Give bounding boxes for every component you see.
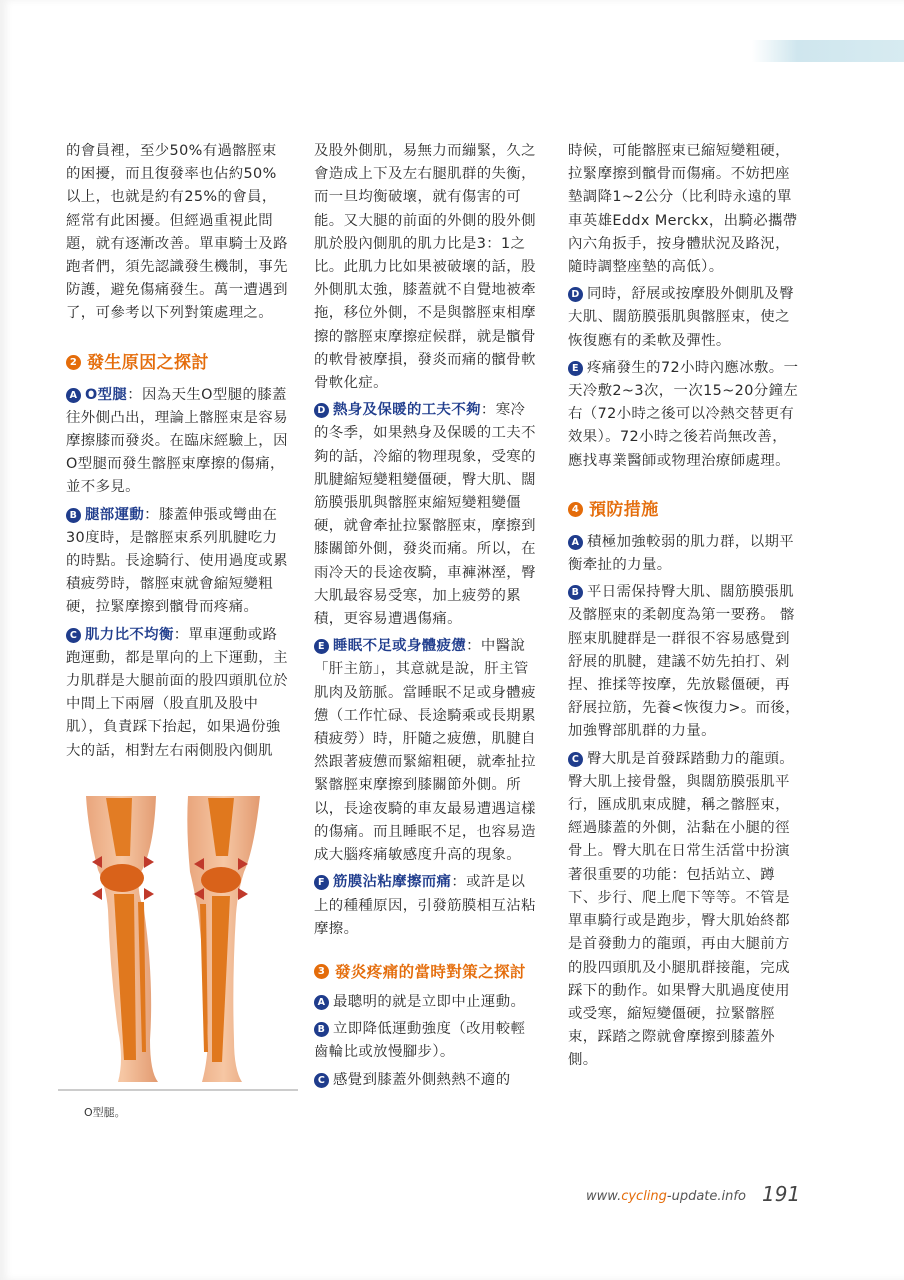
body-text: 疼痛發生的72小時內應冰敷。一天冷敷2~3次，一次15~20分鐘左右（72小時之後可以冷熱交替更有效果）。72小時之後若尚無改善，應找專業醫師或物理治療師處理。 xyxy=(568,359,799,469)
body-text: 臀大肌是首發踩踏動力的龍頭。臀大肌上接骨盤，與闊筋膜張肌平行，匯成肌束成腱，稱之髂脛束，經過膝蓋的外側，沾黏在小腿的徑骨上。臀大肌在日常生活當中扮演著很重要的功能：包括站立、蹲下、步行、爬上爬下等等。不管是單車騎行或是跑步，臀大肌始終都是首發動力的龍頭，再由大腿前方的股四頭肌及小腿肌群接龍，完成踩下的動作。如果臀大肌過度使用或受寒，縮短變僵硬，拉緊髂脛束，踩踏之際就會摩擦到膝蓋外側。 xyxy=(568,750,795,1069)
section-3-heading xyxy=(314,959,540,985)
header-color-band xyxy=(752,40,904,62)
figure-caption: O型腿。 xyxy=(84,1106,126,1119)
cause-d-paragraph xyxy=(314,399,540,631)
column-2 xyxy=(314,140,540,1096)
cause-e-paragraph xyxy=(314,635,540,867)
keyword: 熱身及保暖的工夫不夠 xyxy=(333,402,481,419)
o-legs-illustration xyxy=(58,790,298,1100)
letter-badge: C xyxy=(568,752,583,767)
intro-paragraph: 的會員裡，至少50%有過髂脛束的困擾，而且復發率也佔約50%以上，也就是約有25%的會員，經常有此困擾。但經過重視此問題，就有逐漸改善。單車騎士及路跑者們，須先認識發生機制，事先防護，避免傷痛發生。萬一遭遇到了，可參考以下列對策處理之。 xyxy=(66,143,288,322)
action-c-paragraph xyxy=(314,1069,540,1092)
body-text: 感覺到膝蓋外側熱熱不適的 xyxy=(333,1071,511,1088)
cause-a-paragraph xyxy=(66,384,288,500)
cause-c-paragraph xyxy=(66,624,288,763)
body-text: 立即降低運動強度（改用較輕齒輪比或放慢腳步）。 xyxy=(314,1021,526,1061)
url-prefix: www. xyxy=(586,1189,622,1204)
letter-badge: B xyxy=(66,508,81,523)
body-text: ：因為天生O型腿的膝蓋往外側凸出，理論上髂脛束是容易摩擦膝而發炎。在臨床經驗上，因O型腿而發生髂脛束摩擦的傷痛，並不多見。 xyxy=(66,386,288,496)
letter-badge: B xyxy=(314,1022,329,1037)
column-1 xyxy=(66,140,288,767)
body-text: 同時，舒展或按摩股外側肌及臀大肌、闊筋膜張肌與髂脛束，使之恢復應有的柔軟及彈性。 xyxy=(568,286,795,349)
section-title: 發生原因之探討 xyxy=(87,352,209,373)
continued-paragraph: 及股外側肌，易無力而繃緊，久之會造成上下及左右腿肌群的失衡，而一旦均衡破壞，就有傷害的可能。又大腿的前面的外側的股外側肌於股內側肌的肌力比是3：1之比。此肌力比如果被破壞的話，股外側肌太強，膝蓋就不自覺地被牽拖，移位外側，不是與髂脛束相摩擦的髂脛束摩擦症候群，就是髕骨的軟骨被摩損，發炎而痛的髕骨軟骨軟化症。 xyxy=(314,143,536,392)
letter-badge: E xyxy=(314,639,329,654)
footer-url[interactable] xyxy=(586,1189,746,1204)
url-highlight: cycling xyxy=(621,1189,667,1204)
body-text: ：寒冷的冬季，如果熱身及保暖的工夫不夠的話，冷縮的物理現象，受寒的肌腱縮短變粗變僵硬，臀大肌、闊筋膜張肌與髂脛束縮短變粗變僵硬，就會牽扯拉緊髂脛束，摩擦到膝關節外側，發炎而痛。所以，在雨冷天的長途夜騎，車褲淋溼，臀大肌最容易受寒，加上疲勞的累積，更容易遭遇傷痛。 xyxy=(314,402,536,628)
keyword: 腿部運動 xyxy=(85,506,145,523)
url-suffix: -update.info xyxy=(666,1189,746,1204)
section-title: 預防措施 xyxy=(589,499,659,520)
keyword: 睡眠不足或身體疲憊 xyxy=(333,638,467,655)
letter-badge: F xyxy=(314,875,329,890)
continued-paragraph: 時候，可能髂脛束已縮短變粗硬，拉緊摩擦到髕骨而傷痛。不妨把座墊調降1~2公分（比利時永遠的單車英雄Eddx Merckx，出騎必攜帶內六角扳手，按身體狀況及路況，隨時調整座墊的高低）。 xyxy=(568,143,798,276)
column-3 xyxy=(568,140,800,1077)
prevent-c-paragraph xyxy=(568,748,800,1073)
keyword: O型腿 xyxy=(85,386,128,403)
prevent-a-paragraph xyxy=(568,531,800,577)
letter-badge: E xyxy=(568,361,583,376)
cause-f-paragraph xyxy=(314,871,540,941)
section-2-heading xyxy=(66,350,288,376)
letter-badge: B xyxy=(568,585,583,600)
keyword: 筋膜沾粘摩擦而痛 xyxy=(333,874,452,891)
body-text: ：中醫說「肝主筋」，其意就是說，肝主管肌肉及筋脈。當睡眠不足或身體疲憊（工作忙碌、長途騎乘或長期累積疲勞）時，肝隨之疲憊，肌腱自然跟著疲憊而緊縮粗硬，就牽扯拉緊髂脛束摩擦到膝關節外側。所以，長途夜騎的車友最易遭遇這樣的傷痛。而且睡眠不足，也容易造成大腦疼痛敏感度升高的現象。 xyxy=(314,638,536,864)
body-text: 積極加強較弱的肌力群，以期平衡牽扯的力量。 xyxy=(568,533,795,574)
letter-badge: A xyxy=(66,388,81,403)
letter-badge: C xyxy=(66,628,81,643)
letter-badge: D xyxy=(568,287,583,302)
letter-badge: D xyxy=(314,403,329,418)
body-text: ：膝蓋伸張或彎曲在30度時，是髂脛束系列肌腱吃力的時點。長途騎行、使用過度或累積疲勞時，髂脛束就會縮短變粗硬，拉緊摩擦到髕骨而疼痛。 xyxy=(66,506,288,616)
action-e-paragraph xyxy=(568,357,800,473)
section-4-heading xyxy=(568,497,800,523)
letter-badge: A xyxy=(314,995,329,1010)
keyword: 肌力比不均衡 xyxy=(85,626,174,643)
page-number: 191 xyxy=(762,1182,801,1206)
letter-badge: A xyxy=(568,535,583,550)
body-text: 最聰明的就是立即中止運動。 xyxy=(333,993,526,1010)
section-title: 發炎疼痛的當時對策之探討 xyxy=(335,962,526,981)
body-text: 平日需保持臀大肌、闊筋膜張肌及髂脛束的柔韌度為第一要務。 髂脛束肌腱群是一群很不容易感覺到舒展的肌腱，建議不妨先拍打、剁捏、推揉等按摩，先放鬆僵硬，再舒展拉筋，先養<恢復力>。而後，加強臀部肌群的力量。 xyxy=(568,584,800,740)
body-text: ：或許是以上的種種原因，引發筋膜相互沾粘摩擦。 xyxy=(314,874,536,937)
cause-b-paragraph xyxy=(66,504,288,620)
prevent-b-paragraph xyxy=(568,581,800,743)
action-b-paragraph xyxy=(314,1018,540,1064)
letter-badge: C xyxy=(314,1073,329,1088)
action-a-paragraph xyxy=(314,991,540,1014)
section-number-badge: 4 xyxy=(568,502,583,517)
section-number-badge: 2 xyxy=(66,355,81,370)
action-d-paragraph xyxy=(568,283,800,353)
body-text: ：單車運動或路跑運動，都是單向的上下運動，主力肌群是大腿前面的股四頭肌位於中間上下兩層（股直肌及股中肌），負責踩下抬起，如果過份強大的話，相對左右兩側股內側肌 xyxy=(66,626,288,759)
section-number-badge: 3 xyxy=(314,964,329,979)
